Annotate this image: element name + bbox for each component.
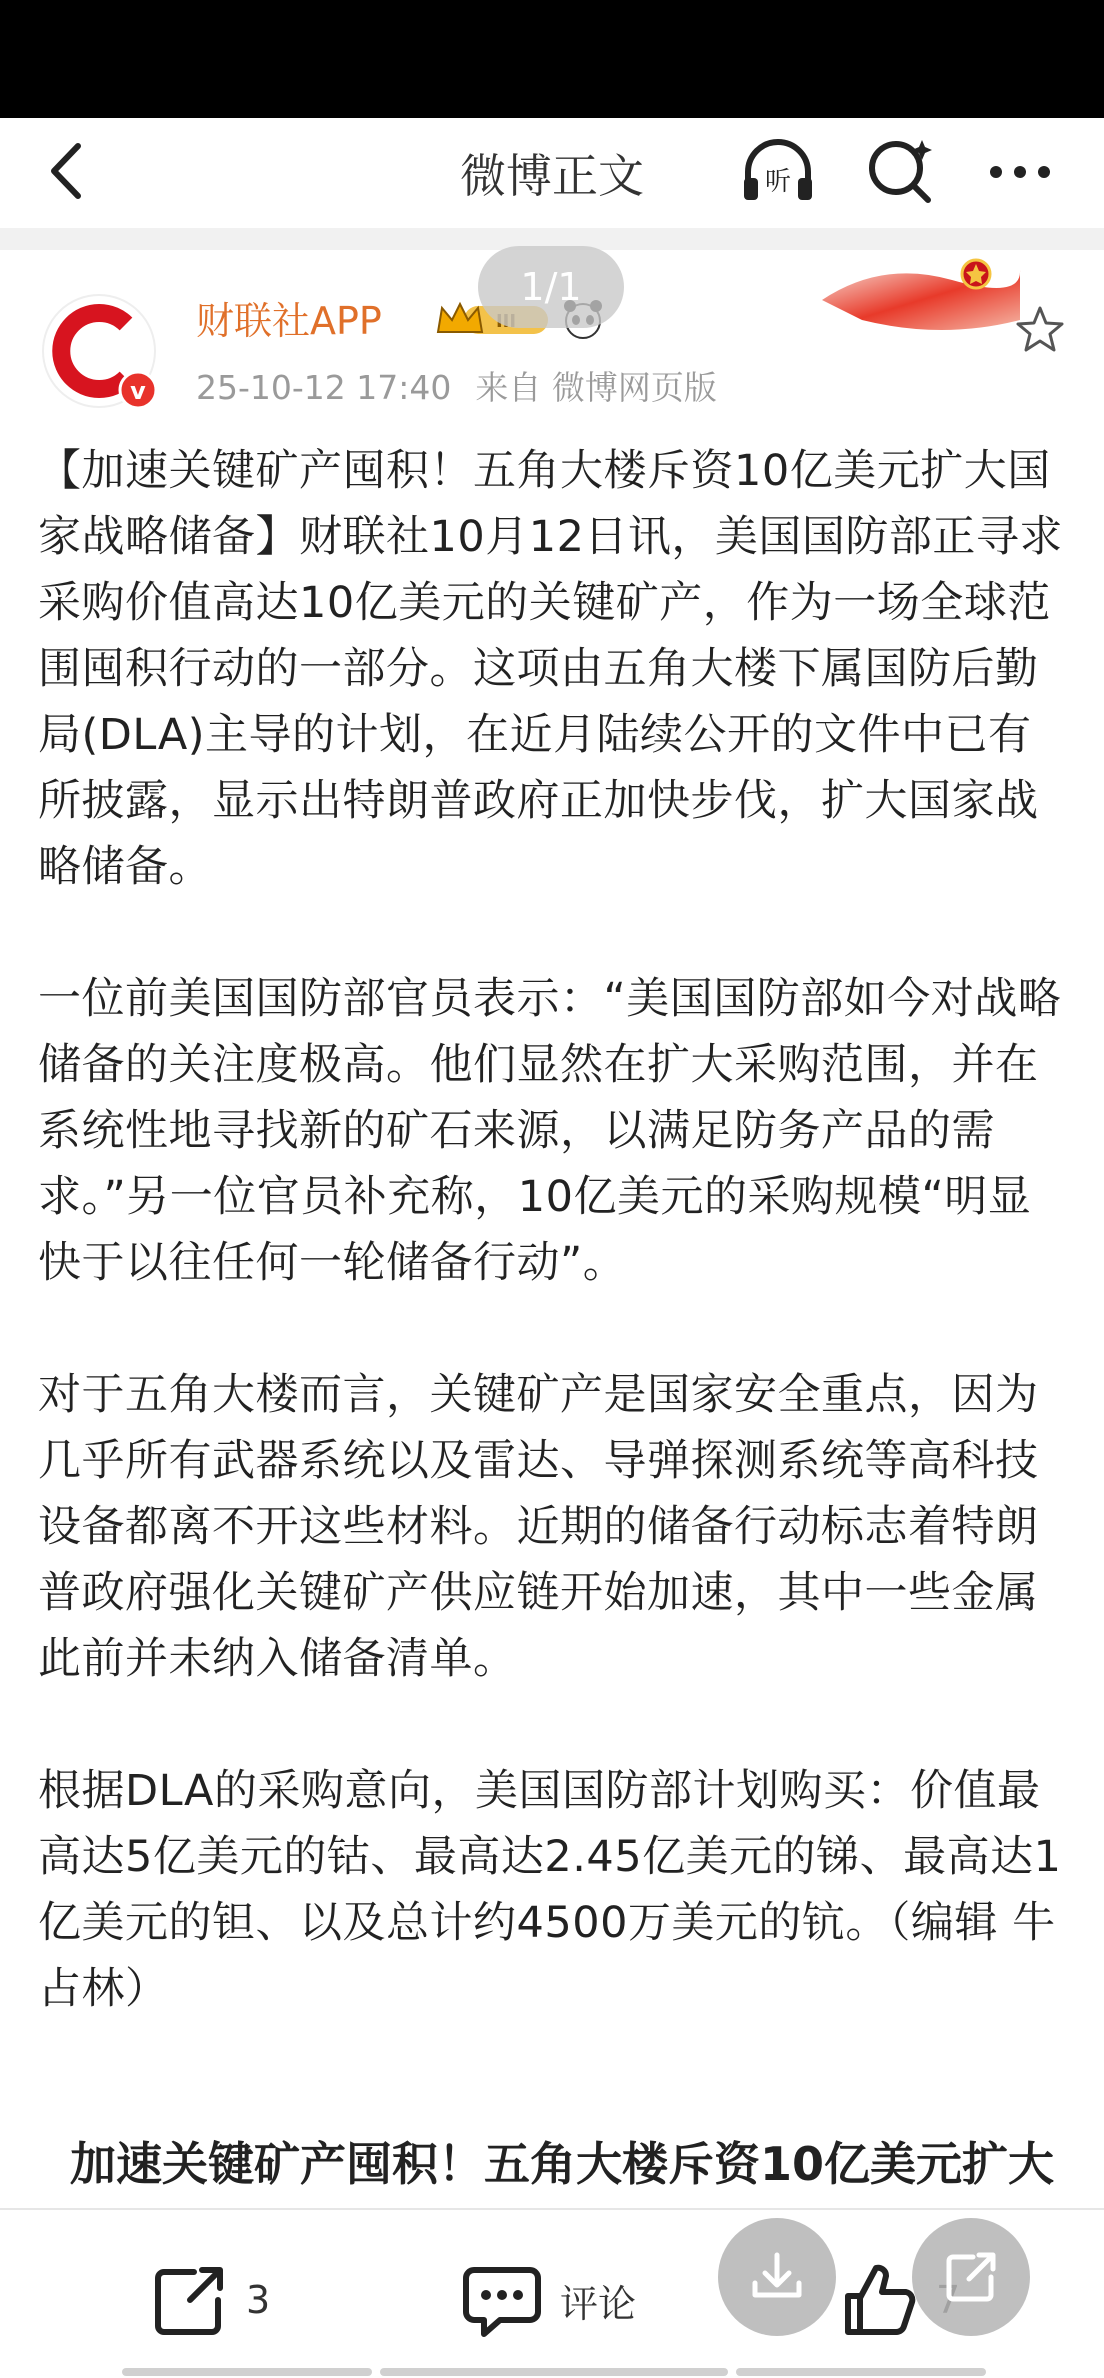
- nav-indicator: [380, 2368, 728, 2376]
- top-nav: [0, 118, 1104, 228]
- repost-icon: [150, 2260, 230, 2340]
- comment-icon: [460, 2260, 544, 2340]
- post-paragraph: 一位前美国国防部官员表示：“美国国防部如今对战略储备的关注度极高。他们显然在扩大采购范围，并在系统性地寻找新的矿石来源，以满足防务产品的需求。”另一位官员补充称，10亿美元的采购规模“明显快于以往任何一轮储备行动”。: [38, 974, 1062, 1288]
- repost-button[interactable]: [150, 2260, 270, 2340]
- download-button[interactable]: [718, 2218, 836, 2336]
- post-timestamp: 25-10-12 17:40: [196, 368, 452, 407]
- nav-indicator: [736, 2368, 986, 2376]
- avatar[interactable]: [38, 290, 160, 412]
- comment-label: 评论: [560, 2281, 637, 2326]
- status-bar: [0, 0, 1104, 118]
- share-icon: [941, 2247, 1001, 2307]
- author-name[interactable]: 财联社APP: [196, 299, 382, 343]
- post-paragraph: 根据DLA的采购意向，美国国防部计划购买：价值最高达5亿美元的钴、最高达2.45亿美元的锑、最高达1亿美元的钽、以及总计约4500万美元的钪。（编辑 牛占林）: [38, 1766, 1062, 2014]
- post-paragraph: 【加速关键矿产囤积！五角大楼斥资10亿美元扩大国家战略储备】财联社10月12日讯，美国国防部正寻求采购价值高达10亿美元的关键矿产，作为一场全球范围囤积行动的一部分。这项由五角大楼下属国防后勤局(DLA)主导的计划，在近月陆续公开的文件中已有所披露，显示出特朗普政府正加快步伐，扩大国家战略储备。: [38, 446, 1063, 892]
- share-button[interactable]: [912, 2218, 1030, 2336]
- favorite-star-icon[interactable]: [1012, 302, 1068, 358]
- page-title: 微博正文: [460, 149, 644, 203]
- article-card-title[interactable]: 加速关键矿产囤积！五角大楼斥资10亿美元扩大: [70, 2137, 1055, 2191]
- post-body: [38, 438, 1068, 2088]
- more-dots-icon[interactable]: [978, 130, 1062, 214]
- post-paragraph: 对于五角大楼而言，关键矿产是国家安全重点，因为几乎所有武器系统以及雷达、导弹探测系统等高科技设备都离不开这些材料。近期的储备行动标志着特朗普政府强化关键矿产供应链开始加速，其中一些金属此前并未纳入储备清单。: [38, 1370, 1039, 1684]
- download-icon: [747, 2247, 807, 2307]
- post-meta: [196, 362, 741, 409]
- repost-count: 3: [246, 2278, 271, 2322]
- like-thumb-icon: [840, 2260, 920, 2340]
- comment-button[interactable]: [460, 2260, 636, 2340]
- post-source: 来自 微博网页版: [475, 368, 717, 407]
- nav-indicator: [122, 2368, 372, 2376]
- search-icon[interactable]: [858, 130, 942, 214]
- decorative-banner-image: [822, 250, 1020, 336]
- image-pager: 1/1: [478, 246, 624, 328]
- listen-headphone-icon[interactable]: [736, 130, 820, 214]
- svg-text:听: 听: [764, 167, 792, 197]
- svg-text:v: v: [130, 377, 146, 405]
